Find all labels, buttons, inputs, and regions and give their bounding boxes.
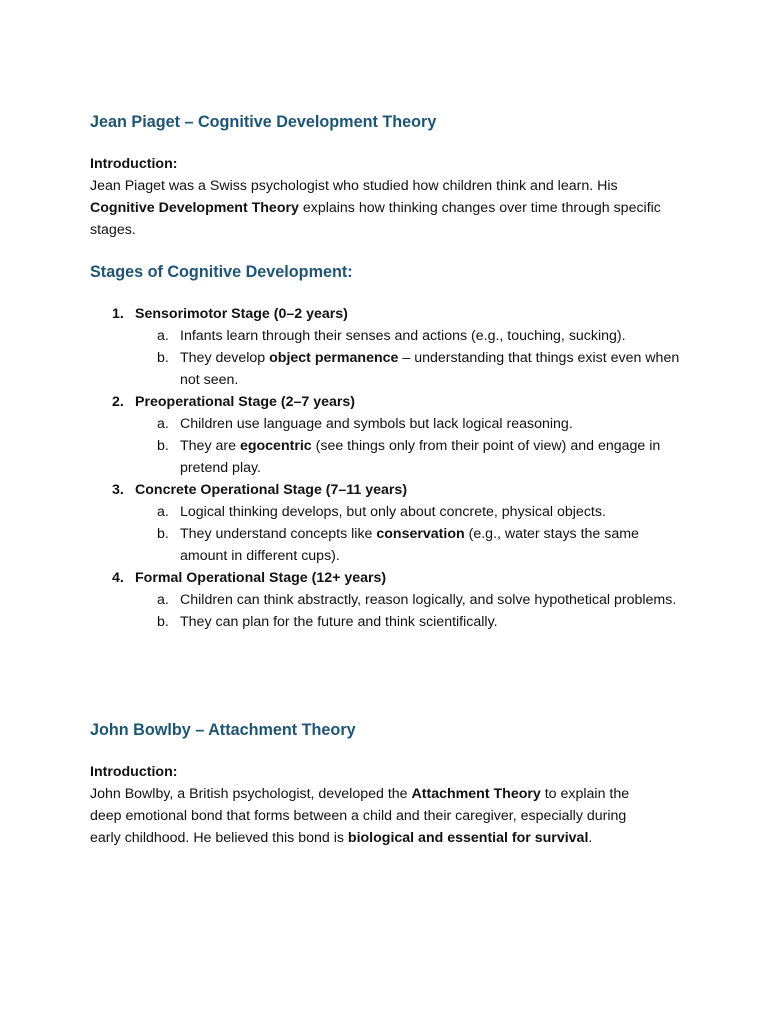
text-run: – understanding that things exist even when not seen.	[180, 350, 680, 388]
stage-point	[135, 611, 680, 633]
text-run: to explain the deep emotional bond that forms between a child and their caregiver, especially during early childhood. He believed this bond is	[90, 786, 630, 846]
stage-title: Concrete Operational Stage (7–11 years)	[135, 482, 408, 498]
stage-number: 4.	[112, 570, 124, 586]
bowlby-intro-section	[90, 761, 690, 849]
stage-title: Sensorimotor Stage (0–2 years)	[135, 306, 348, 322]
bold-term: conservation	[376, 526, 465, 542]
text-run: explains how thinking changes over time through specific stages.	[90, 200, 661, 238]
stage-title: Preoperational Stage (2–7 years)	[135, 394, 356, 410]
stages-list	[90, 303, 690, 633]
stage-item	[90, 567, 690, 633]
piaget-heading: Jean Piaget – Cognitive Development Theory	[90, 113, 437, 131]
bold-term: Cognitive Development Theory	[90, 200, 299, 216]
piaget-intro-label: Introduction:	[90, 156, 178, 172]
text-run: .	[588, 830, 593, 846]
point-letter: a.	[157, 328, 169, 344]
point-letter: a.	[157, 504, 169, 520]
stages-heading: Stages of Cognitive Development:	[90, 263, 353, 281]
stage-points-list	[135, 589, 690, 633]
point-letter: a.	[157, 416, 169, 432]
text-run: They understand concepts like	[180, 526, 377, 542]
text-run: John Bowlby, a British psychologist, developed the	[90, 786, 412, 802]
point-letter: b.	[157, 350, 169, 366]
stage-item	[90, 303, 690, 391]
text-run: They can plan for the future and think scientifically.	[180, 614, 498, 630]
stage-point	[135, 325, 680, 347]
stage-point	[135, 523, 680, 567]
text-run: Jean Piaget was a Swiss psychologist who studied how children think and learn. His	[90, 178, 618, 194]
piaget-intro-section	[90, 153, 690, 241]
text-run: Children use language and symbols but lack logical reasoning.	[180, 416, 573, 432]
stage-number: 3.	[112, 482, 124, 498]
stage-point	[135, 589, 680, 611]
text-run: They are	[180, 438, 240, 454]
stage-points-list	[135, 325, 690, 391]
stage-item	[90, 391, 690, 479]
bold-term: object permanence	[269, 350, 399, 366]
text-run: (e.g., water stays the same amount in different cups).	[180, 526, 639, 564]
stage-point	[135, 501, 680, 523]
text-run: Logical thinking develops, but only about concrete, physical objects.	[180, 504, 606, 520]
text-run: Children can think abstractly, reason logically, and solve hypothetical problems.	[180, 592, 677, 608]
stage-point	[135, 413, 680, 435]
stage-title: Formal Operational Stage (12+ years)	[135, 570, 387, 586]
stage-points-list	[135, 501, 690, 567]
stage-number: 1.	[112, 306, 124, 322]
stages-section	[90, 303, 690, 633]
point-letter: a.	[157, 592, 169, 608]
bold-term: egocentric	[239, 438, 312, 454]
stage-points-list	[135, 413, 690, 479]
bold-term: Attachment Theory	[411, 786, 541, 802]
stage-number: 2.	[112, 394, 124, 410]
text-run: They develop	[180, 350, 270, 366]
bold-term: biological and essential for survival	[347, 830, 589, 846]
bowlby-heading: John Bowlby – Attachment Theory	[90, 721, 356, 739]
point-letter: b.	[157, 438, 169, 454]
bowlby-intro-label: Introduction:	[90, 764, 178, 780]
point-letter: b.	[157, 526, 169, 542]
stage-item	[90, 479, 690, 567]
bowlby-intro-paragraph	[90, 783, 655, 849]
piaget-intro-paragraph	[90, 175, 680, 241]
text-run: (see things only from their point of view) and engage in pretend play.	[180, 438, 661, 476]
stage-point	[135, 435, 680, 479]
text-run: Infants learn through their senses and actions (e.g., touching, sucking).	[180, 328, 626, 344]
stage-point	[135, 347, 680, 391]
point-letter: b.	[157, 614, 169, 630]
